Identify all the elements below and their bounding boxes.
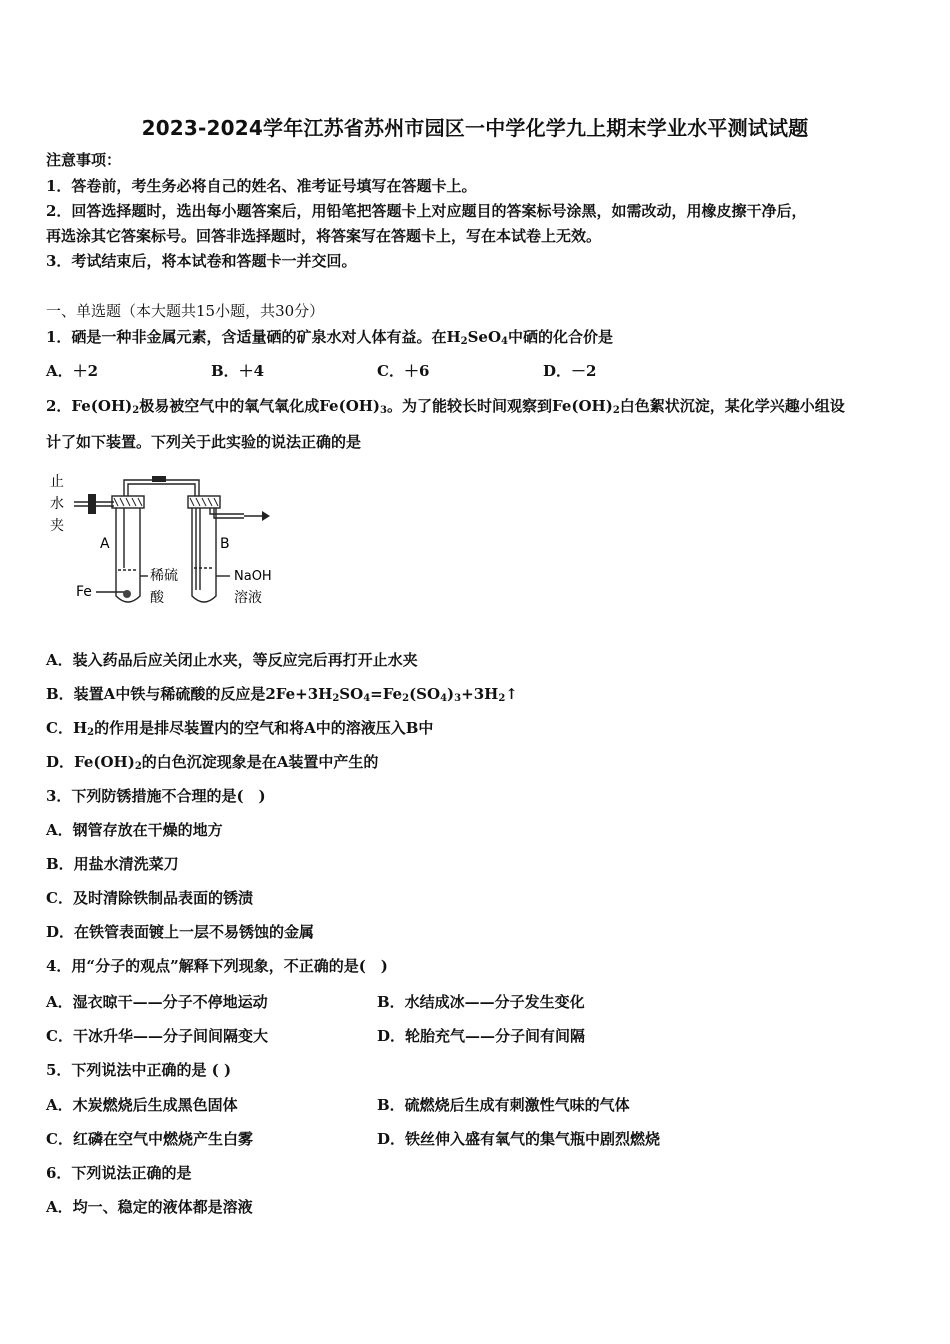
- q5-option-b: B．硫燃烧后生成有刺激性气味的气体: [377, 1096, 630, 1114]
- clamp-label: 水: [50, 496, 64, 512]
- notice-item: 再选涂其它答案标号。回答非选择题时，将答案写在答题卡上，写在本试卷上无效。: [46, 227, 602, 245]
- question-6-stem: 6．下列说法正确的是: [46, 1164, 192, 1182]
- q3-option-c: C．及时清除铁制品表面的锈渍: [46, 889, 253, 907]
- question-3-stem: 3．下列防锈措施不合理的是( ): [46, 787, 266, 805]
- question-2-stem-cont: 计了如下装置。下列关于此实验的说法正确的是: [46, 433, 362, 451]
- iron-pieces: [123, 590, 131, 598]
- q3-option-d: D．在铁管表面镀上一层不易锈蚀的金属: [46, 923, 315, 941]
- q6-option-a: A．均一、稳定的液体都是溶液: [46, 1198, 253, 1216]
- q4-option-d: D．轮胎充气——分子间有间隔: [377, 1027, 586, 1045]
- test-tube-a: [116, 508, 140, 602]
- q1-option-d: D．－2: [543, 362, 597, 380]
- label-b: B: [220, 536, 230, 552]
- clamp-label: 止: [50, 474, 64, 490]
- question-5-stem: 5．下列说法中正确的是 ( ): [46, 1061, 232, 1079]
- q1-option-a: A．＋2: [46, 362, 99, 380]
- section-heading: 一、单选题（本大题共15小题，共30分）: [46, 302, 325, 320]
- arrow-icon: [262, 511, 270, 521]
- notice-item: 1．答卷前，考生务必将自己的姓名、准考证号填写在答题卡上。: [46, 177, 477, 195]
- label-fe: Fe: [76, 584, 92, 600]
- notice-item: 2．回答选择题时，选出每小题答案后，用铅笔把答题卡上对应题目的答案标号涂黑，如需改动，用橡皮擦干净后，: [46, 202, 807, 220]
- connector-joint: [152, 476, 166, 482]
- q1-option-c: C．＋6: [377, 362, 430, 380]
- apparatus-diagram: [44, 468, 284, 618]
- label-a: A: [100, 536, 110, 552]
- q4-option-b: B．水结成冰——分子发生变化: [377, 993, 585, 1011]
- q2-option-a: A．装入药品后应关闭止水夹，等反应完后再打开止水夹: [46, 651, 418, 669]
- q3-option-b: B．用盐水清洗菜刀: [46, 855, 179, 873]
- clamp-label: 夹: [50, 518, 64, 534]
- q2-option-c: C．$H_2$的作用是排尽装置内的空气和将A中的溶液压入B中: [46, 719, 434, 738]
- q3-option-a: A．钢管存放在干燥的地方: [46, 821, 223, 839]
- q5-option-a: A．木炭燃烧后生成黑色固体: [46, 1096, 238, 1114]
- q1-option-b: B．＋4: [211, 362, 265, 380]
- question-1-stem: 1．硒是一种非金属元素，含适量硒的矿泉水对人体有益。在$H_2SeO_4$中硒的化合价是: [46, 328, 614, 347]
- label-acid: 稀硫: [150, 568, 178, 584]
- label-acid: 酸: [150, 590, 164, 606]
- notice-heading: 注意事项：: [46, 151, 122, 169]
- q5-option-c: C．红磷在空气中燃烧产生白雾: [46, 1130, 253, 1148]
- q5-option-d: D．铁丝伸入盛有氧气的集气瓶中剧烈燃烧: [377, 1130, 661, 1148]
- label-naoh: NaOH: [234, 569, 272, 584]
- notice-item: 3．考试结束后，将本试卷和答题卡一并交回。: [46, 252, 357, 270]
- clamp-body: [88, 494, 96, 514]
- question-2-stem: 2．$Fe(OH)_2$极易被空气中的氧气氧化成$Fe(OH)_3$。为了能较长时间观察到$Fe(OH)_2$白色絮状沉淀，某化学兴趣小组设: [46, 397, 845, 416]
- q4-option-a: A．湿衣晾干——分子不停地运动: [46, 993, 268, 1011]
- q2-option-b: B．装置A中铁与稀硫酸的反应是$2Fe+3H_2SO_4=Fe_2(SO_4)_3+3H_2↑$: [46, 685, 518, 704]
- page-title: 2023-2024学年江苏省苏州市园区一中学化学九上期末学业水平测试试题: [141, 116, 809, 140]
- q2-option-d: D．$Fe(OH)_2$的白色沉淀现象是在A装置中产生的: [46, 753, 379, 772]
- label-naoh: 溶液: [234, 590, 262, 606]
- q4-option-c: C．干冰升华——分子间间隔变大: [46, 1027, 268, 1045]
- question-4-stem: 4．用“分子的观点”解释下列现象，不正确的是( ): [46, 957, 388, 975]
